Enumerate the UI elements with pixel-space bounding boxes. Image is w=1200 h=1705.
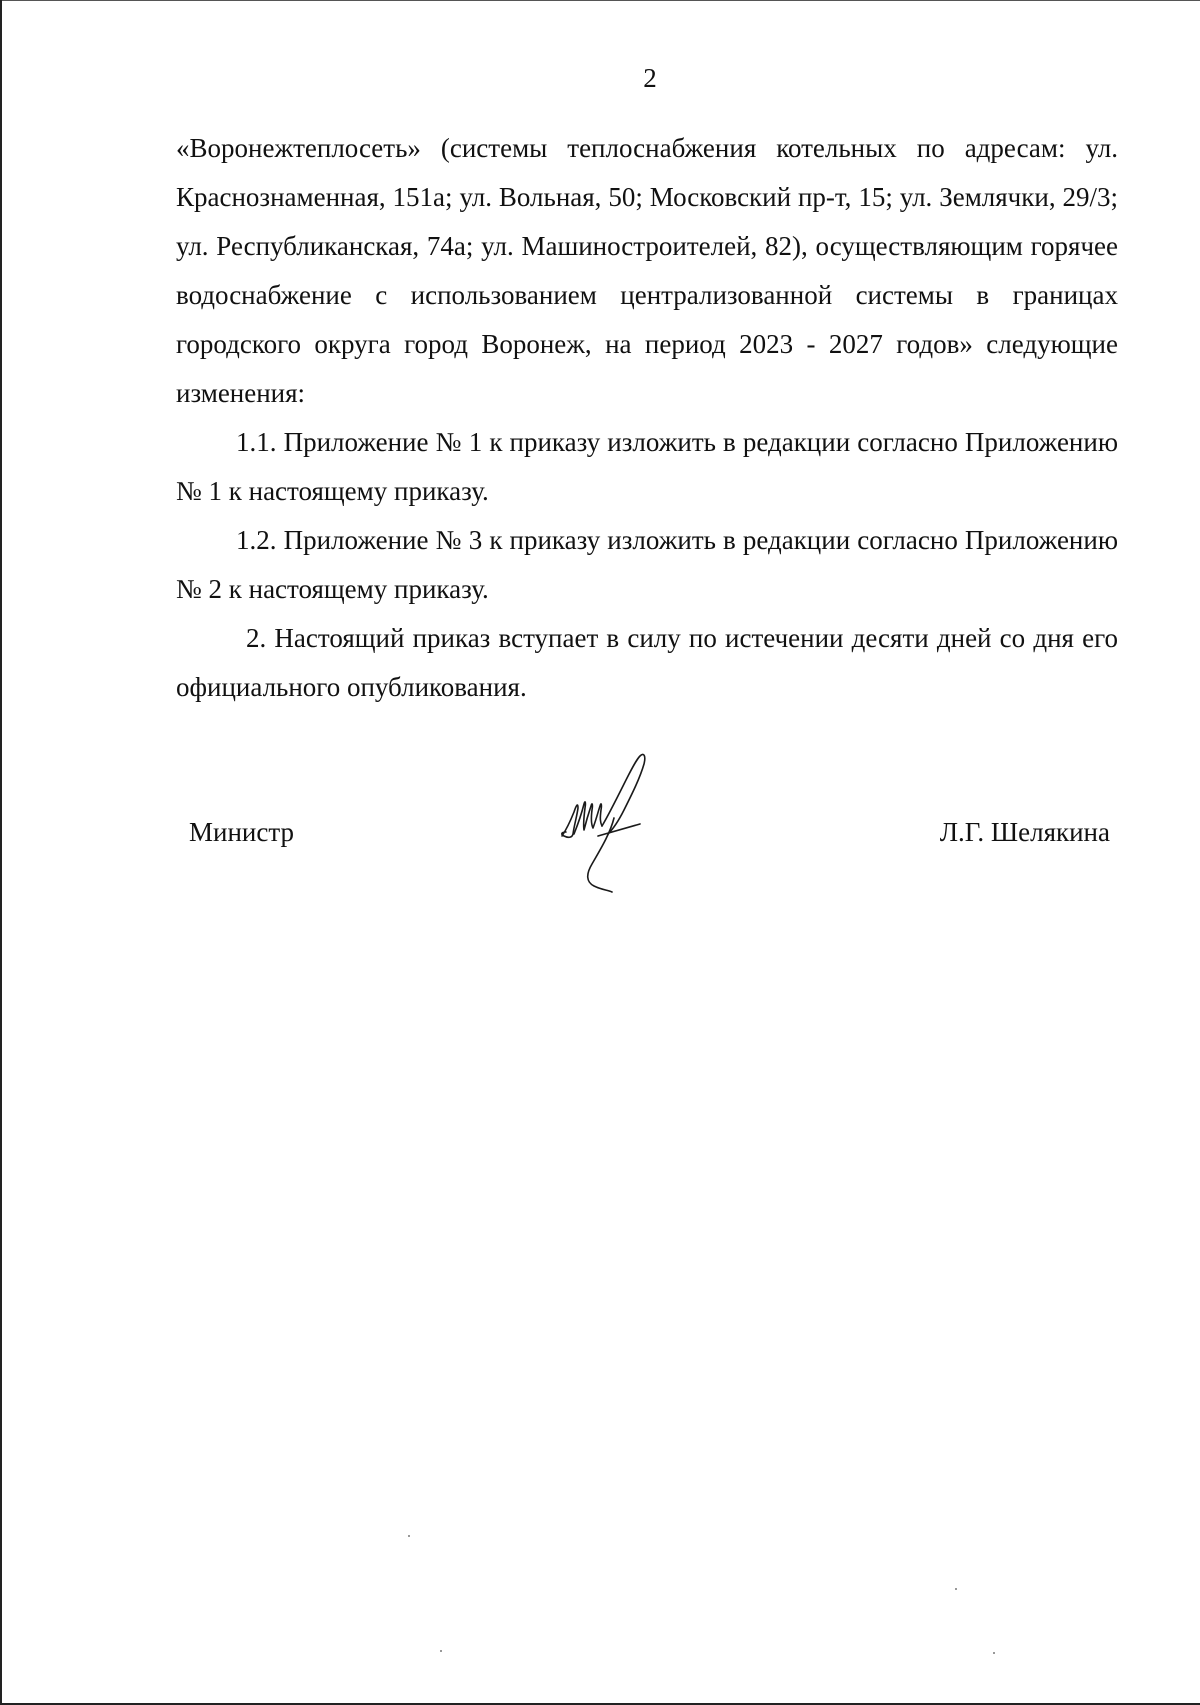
scan-edge-top xyxy=(0,0,1200,1)
paragraph-continuation: «Воронежтеплосеть» (системы теплоснабжения котельных по адресам: ул. Краснознаменная, 151а; ул. Вольная, 50; Московский пр-т, 15; ул. Землячки, 29/3; ул. Республиканская, 74а; ул. Машиностроителей, 82), осуществляющим горячее водоснабжение с использованием централизованной системы в границах городского округа город Воронеж, на период 2023 - 2027 годов» следующие изменения: xyxy=(176,133,1118,408)
page-number: 2 xyxy=(643,63,657,93)
scan-speck xyxy=(955,1588,957,1590)
handwritten-signature xyxy=(556,750,676,910)
paragraph-item-2: 2. Настоящий приказ вступает в силу по истечении десяти дней со дня его официального опубликования. xyxy=(176,623,1118,702)
document-body xyxy=(176,124,1118,712)
signature-block xyxy=(0,800,1200,920)
scan-speck xyxy=(440,1650,442,1652)
paragraph-item-1-1: 1.1. Приложение № 1 к приказу изложить в редакции согласно Приложению № 1 к настоящему приказу. xyxy=(176,427,1118,506)
signatory-title: Министр xyxy=(189,817,294,847)
scan-speck xyxy=(408,1535,410,1537)
paragraph-item-1-2: 1.2. Приложение № 3 к приказу изложить в редакции согласно Приложению № 2 к настоящему приказу. xyxy=(176,525,1118,604)
signatory-name: Л.Г. Шелякина xyxy=(939,817,1110,847)
scan-speck xyxy=(993,1652,995,1654)
